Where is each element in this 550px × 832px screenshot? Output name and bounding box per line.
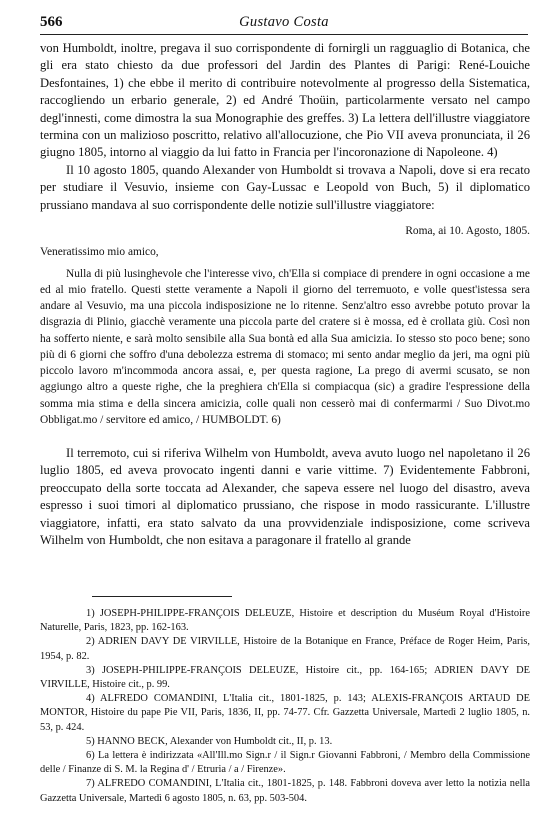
footnote-separator — [92, 596, 232, 597]
running-head: Gustavo Costa — [239, 14, 329, 30]
footnote-2: 2) ADRIEN DAVY DE VIRVILLE, Histoire de la Botanique en France, Préface de Roger Heim, Paris, 1954, p. 82. — [40, 636, 530, 662]
footnote-6: 6) La lettera è indirizzata «All'Ill.mo Sign.r / il Sign.r Giovanni Fabbroni, / Membro della Commissione delle / Finanze di S. M. la Regina d' / Etruria / a / Firenze». — [40, 750, 530, 776]
letter-dateline: Roma, ai 10. Agosto, 1805. — [405, 225, 530, 238]
paragraph-3: Il terremoto, cui si riferiva Wilhelm von Humboldt, aveva avuto luogo nel napoletano il 26 luglio 1805, ed aveva provocato ingenti danni e varie vittime. 7) Evidentemente Fabbroni, preoccupato della sorte toccata ad Alexander, che sapeva essere nel luogo del disastro, aveva espresso i suoi timori al diplomatico prussiano, che rispose in modo rassicurante. L'illustre viaggiatore, infatti, era stato salvato da una provvidenziale indisposizione, come scriveva Wilhelm von Humboldt, che non esitava a paragonare il fratello al grande — [40, 445, 530, 547]
paragraph-2: Il 10 agosto 1805, quando Alexander von Humboldt si trovava a Napoli, dove si era recato per studiare il Vesuvio, insieme con Gay-Lussac e Leopold von Buch, 5) il diplomatico prussiano mandava al suo corrispondente delle notizie sull'illustre viaggiatore: — [40, 162, 530, 212]
letter-salutation: Veneratissimo mio amico, — [40, 246, 159, 259]
footnote-7: 7) ALFREDO COMANDINI, L'Italia cit., 1801-1825, p. 148. Fabbroni doveva aver letto la notizia nella Gazzetta Universale, Martedì 6 agosto 1805, n. 63, pp. 503-504. — [40, 778, 530, 804]
letter-text: Nulla di più lusinghevole che l'interesse vivo, ch'Ella si compiace di prendere in ogni occasione a me ed al mio fratello. Questi stette veramente a Napoli il giorno del terremuoto, e volle quest'istessa sera andare al Vesuvio, ma una piccola indisposizione ne lo ritenne. Senz'altro esso avrebbe potuto provar la disgrazia di Plinio, giacchè veramente una piccola parte del cratere si è mossa, ed è crollata giù. Così non ha sofferto niente, e sarà molto sensibile alla Sua bontà ed alla Sua amicizia. Io stesso sto poco bene; sono più di 6 giorni che soffro d'una debolezza estrema di stomaco; mi sento andar meglio da jeri, ma ogni più piccolo lavoro m'incommoda ancora assai, e, per questa ragione, La prego di avermi scusato, se non aggiungo altro a queste righe, che la preghiera ch'Ella si compiacqua (sic) a gradire l'espressione della somma mia stima e della sincera amicizia, colle quali non cesserò mai di confermarmi / Suo Divot.mo Obbligat.mo / servitore ed amico, / HUMBOLDT. 6) — [40, 267, 530, 426]
page-header — [40, 14, 528, 35]
paragraph-1: von Humboldt, inoltre, pregava il suo corrispondente di fornirgli un ragguaglio di Botanica, che gli era stato chiesto da due professori del Jardin des Plantes di Parigi: René-Louiche Desfontaines, 1) che ebbe il merito di contribuire notevolmente al progresso della Sistematica, raccogliendo un erbario generale, 2) ed André Thoüin, particolarmente versato nel campo degl'innesti, come dimostra la sua Monographie des greffes. 3) La lettera dell'illustre viaggiatore termina con un malizioso poscritto, relativo all'allocuzione, che Pio VII aveva pronunciata, il 26 giugno 1805, intorno al viaggio da lui fatto in Francia per l'incoronazione di Napoleone. 4) — [40, 41, 530, 160]
footnote-3: 3) JOSEPH-PHILIPPE-FRANÇOIS DELEUZE, Histoire cit., pp. 164-165; ADRIEN DAVY DE VIRVILLE, Histoire cit., p. 99. — [40, 664, 530, 691]
footnote-4: 4) ALFREDO COMANDINI, L'Italia cit., 1801-1825, p. 143; ALEXIS-FRANÇOIS ARTAUD DE MONTOR, Histoire du pape Pie VII, Paris, 1836, II, pp. 74-77. Cfr. Gazzetta Universale, Martedì 2 luglio 1805, n. 53, p. 424. — [40, 693, 530, 733]
footnote-1: 1) JOSEPH-PHILIPPE-FRANÇOIS DELEUZE, Histoire et description du Muséum Royal d'Histoire Naturelle, Paris, 1823, pp. 162-163. — [40, 608, 530, 634]
footnote-5: 5) HANNO BECK, Alexander von Humboldt cit., II, p. 13. — [86, 735, 333, 747]
footnotes — [40, 607, 530, 806]
page-number: 566 — [40, 14, 63, 30]
main-text — [40, 40, 530, 549]
